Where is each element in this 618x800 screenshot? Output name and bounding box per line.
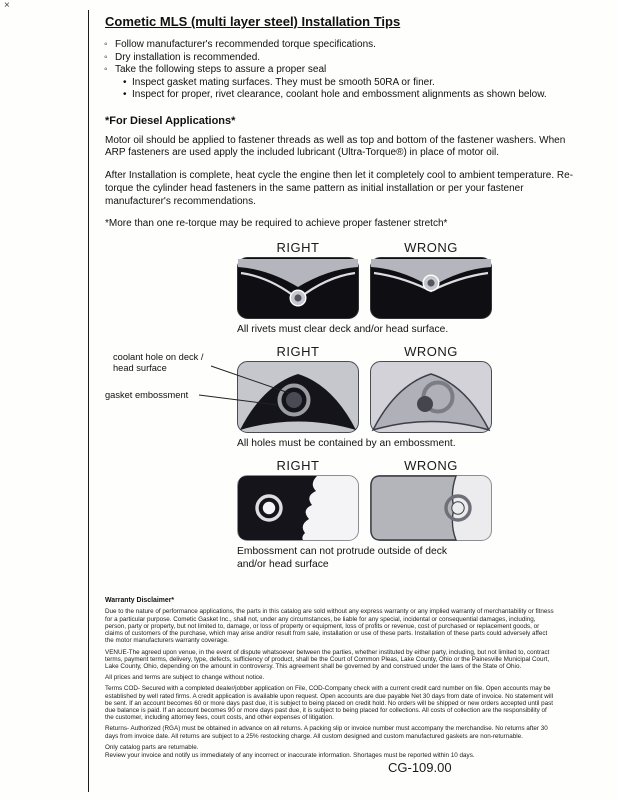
list-item: ◦ Dry installation is recommended. [105, 52, 585, 65]
coolant-hole-annotation: coolant hole on deck / head surface [113, 352, 204, 374]
list-item: • Inspect for proper, rivet clearance, coolant hole and embossment alignments as shown below. [123, 89, 585, 102]
gasket-embossment-annotation: gasket embossment [105, 390, 189, 401]
page-content [105, 14, 585, 763]
wrong-label: WRONG [404, 240, 458, 256]
protrusion-right-image [237, 475, 359, 541]
embossment-right-image [237, 361, 359, 433]
figure-caption: Embossment can not protrude outside of deck and/or head surface [237, 546, 448, 571]
installation-tips-list [105, 39, 585, 77]
right-label: RIGHT [276, 240, 320, 256]
page-title: Cometic MLS (multi layer steel) Installation Tips [105, 14, 401, 29]
legal-paragraph: Only catalog parts are returnable. [105, 743, 199, 751]
rivet-right-image [237, 257, 359, 319]
legal-paragraph: All prices and terms are subject to change without notice. [105, 674, 265, 682]
diesel-paragraph-2: After Installation is complete, heat cycle the engine then let it completely cool to ambient temperature. Re-torque the cylinder head fasteners in the same pattern as initial installation or per your fastener manufacturer's recommendations. [105, 170, 574, 207]
right-label: RIGHT [276, 344, 320, 360]
left-margin-rule [88, 10, 89, 792]
figures-section [105, 240, 585, 571]
embossment-wrong-image [370, 361, 492, 433]
diesel-applications-heading: *For Diesel Applications* [105, 114, 236, 127]
legal-paragraph: Review your invoice and notify us immediately of any incorrect or inaccurate information. Shortages must be reported within 10 days. [105, 751, 475, 759]
legal-paragraph: Due to the nature of performance applications, the parts in this catalog are sold without any express warranty or any implied warranty of merchantability or fitness for a particular purpose. Cometic Gasket Inc., shall not, under any circumstances, be liable for any special, incidental or consequential damages, including, person, party or property, but not limited to, damage, or loss of property or equipment, loss of profits or revenue, cost of purchased or replacement goods, or claims of customers of the purchase, which may arise and/or result from sale, installation or use of these parts. Installation of these parts could adversely affect the motor manufacturers warranty coverage. [105, 608, 554, 645]
legal-paragraph: VENUE-The agreed upon venue, in the event of dispute whatsoever between the parties, whether instituted by either party, including, but not limited to, contract terms, payment terms, delivery, type, defects, sufficiency of product, shall be the Court of Common Pleas, Lake County, Ohio or the Painesville Municipal Court, Lake County, Ohio, depending on the amount in controversy. This agreement shall be governed by and construed under the laws of the State of Ohio. [105, 648, 550, 670]
list-item: ◦ Take the following steps to assure a proper seal [105, 64, 585, 77]
list-item: ◦ Follow manufacturer's recommended torque specifications. [105, 39, 585, 52]
figure-rivet-clearance [105, 240, 585, 336]
wrong-label: WRONG [404, 344, 458, 360]
figure-caption: All holes must be contained by an embossment. [237, 438, 456, 450]
warranty-disclaimer-heading: Warranty Disclaimer* [105, 597, 175, 605]
corner-mark: × [4, 0, 10, 11]
retorque-note: *More than one re-torque may be required to achieve proper fastener stretch* [105, 218, 448, 230]
wrong-label: WRONG [404, 458, 458, 474]
protrusion-wrong-image [370, 475, 492, 541]
figure-embossment-protrusion [105, 458, 585, 571]
figure-caption: All rivets must clear deck and/or head surface. [237, 324, 449, 336]
diesel-paragraph-1: Motor oil should be applied to fastener threads as well as top and bottom of the fastener washers. When ARP fasteners are used apply the included lubricant (Ultra-Torque®) in place of motor oil. [105, 134, 566, 159]
legal-section [105, 597, 557, 759]
list-item: • Inspect gasket mating surfaces. They must be smooth 50RA or finer. [123, 77, 585, 90]
page-code: CG-109.00 [388, 760, 452, 775]
installation-subtips-list [105, 77, 585, 102]
right-label: RIGHT [276, 458, 320, 474]
rivet-wrong-image [370, 257, 492, 319]
figure-hole-embossment [105, 344, 585, 450]
legal-paragraph: Returns- Authorized (RGA) must be obtained in advance on all returns. A packing slip or invoice number must accompany the merchandise. No returns after 30 days from invoice date. All returns are subject to a 25% restocking charge. All custom designed and custom manufactured gaskets are non-returnable. [105, 725, 548, 740]
legal-paragraph: Terms COD- Secured with a completed dealer/jobber application on File, COD-Company check with a current credit card number on file. Open accounts may be established by well rated firms. A credit application is available upon request. Open accounts are due payable Net 30 days from date of invoice. No statement will be sent. If an account becomes 60 or more days past due, it is subject to being placed on credit hold. No orders will be shipped or new orders accepted until past due balance is paid. If an account becomes 90 or more days past due, it is subject to being placed for collections. All costs of collection are the responsibility of the customer, including attorney fees, court costs, and other expenses of litigation. [105, 685, 554, 722]
